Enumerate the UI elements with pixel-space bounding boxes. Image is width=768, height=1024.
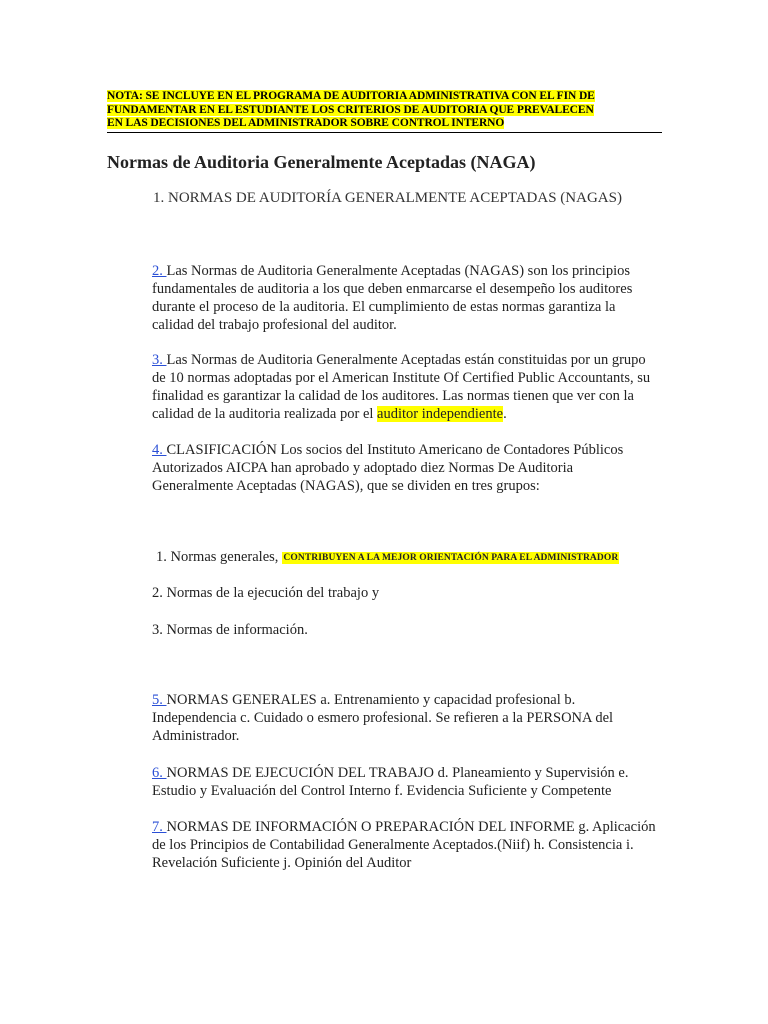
list-item-3: 3. Normas de información. (152, 622, 308, 638)
paragraph-3-end: . (503, 406, 507, 422)
list-item-1-text: 1. Normas generales, (156, 549, 279, 565)
paragraph-3-text: Las Normas de Auditoria Generalmente Aceptadas están constituidas por un grupo de 10 normas adoptadas por el American Institute Of Certified Public Accountants, su finalidad es garantizar la calidad de los auditores. Las normas tienen que ver con la calidad de la auditoria realizada por el (152, 352, 651, 422)
paragraph-7 (152, 818, 658, 872)
paragraph-4-link[interactable]: 4. (152, 442, 167, 458)
page-title: Normas de Auditoria Generalmente Aceptadas (NAGA) (107, 152, 536, 172)
paragraph-2 (152, 262, 658, 334)
paragraph-2-text: Las Normas de Auditoria Generalmente Aceptadas (NAGAS) son los principios fundamentales de auditoria a los que deben enmarcarse el desempeño los auditores durante el proceso de la auditoria. El cumplimiento de estas normas garantiza la calidad del trabajo profesional del auditor. (152, 263, 633, 333)
paragraph-5-link[interactable]: 5. (152, 692, 167, 708)
note-divider (107, 132, 662, 133)
paragraph-7-text: NORMAS DE INFORMACIÓN O PREPARACIÓN DEL INFORME g. Aplicación de los Principios de Contabilidad Generalmente Aceptados.(Niif) h. Consistencia i. Revelación Suficiente j. Opinión del Auditor (152, 819, 656, 871)
highlight-auditor-independiente: auditor independiente (377, 406, 504, 422)
list-item-2: 2. Normas de la ejecución del trabajo y (152, 585, 380, 601)
paragraph-5 (152, 691, 658, 745)
paragraph-7-link[interactable]: 7. (152, 819, 167, 835)
list-item-1 (156, 548, 619, 567)
paragraph-4 (152, 441, 658, 495)
note-line-3: EN LAS DECISIONES DEL ADMINISTRADOR SOBRE CONTROL INTERNO (107, 117, 505, 129)
paragraph-6-text: NORMAS DE EJECUCIÓN DEL TRABAJO d. Planeamiento y Supervisión e. Estudio y Evaluación del Control Interno f. Evidencia Suficiente y Competente (152, 765, 629, 799)
paragraph-5-text: NORMAS GENERALES a. Entrenamiento y capacidad profesional b. Independencia c. Cuidado o esmero profesional. Se refieren a la PERSONA del Administrador. (152, 692, 614, 744)
paragraph-4-text: CLASIFICACIÓN Los socios del Instituto Americano de Contadores Públicos Autorizados AICPA han aprobado y adoptado diez Normas De Auditoria Generalmente Aceptadas (NAGAS), que se dividen en tres grupos: (152, 442, 624, 494)
note-block (107, 90, 662, 131)
section-heading: 1. NORMAS DE AUDITORÍA GENERALMENTE ACEPTADAS (NAGAS) (153, 190, 622, 206)
paragraph-3 (152, 351, 658, 423)
list-item-1-tag: CONTRIBUYEN A LA MEJOR ORIENTACIÓN PARA EL ADMINISTRADOR (283, 553, 619, 563)
paragraph-2-link[interactable]: 2. (152, 263, 167, 279)
paragraph-6 (152, 764, 658, 800)
paragraph-3-link[interactable]: 3. (152, 352, 167, 368)
note-line-1: NOTA: SE INCLUYE EN EL PROGRAMA DE AUDITORIA ADMINISTRATIVA CON EL FIN DE (107, 90, 595, 102)
paragraph-6-link[interactable]: 6. (152, 765, 167, 781)
note-line-2: FUNDAMENTAR EN EL ESTUDIANTE LOS CRITERIOS DE AUDITORIA QUE PREVALECEN (107, 103, 594, 116)
